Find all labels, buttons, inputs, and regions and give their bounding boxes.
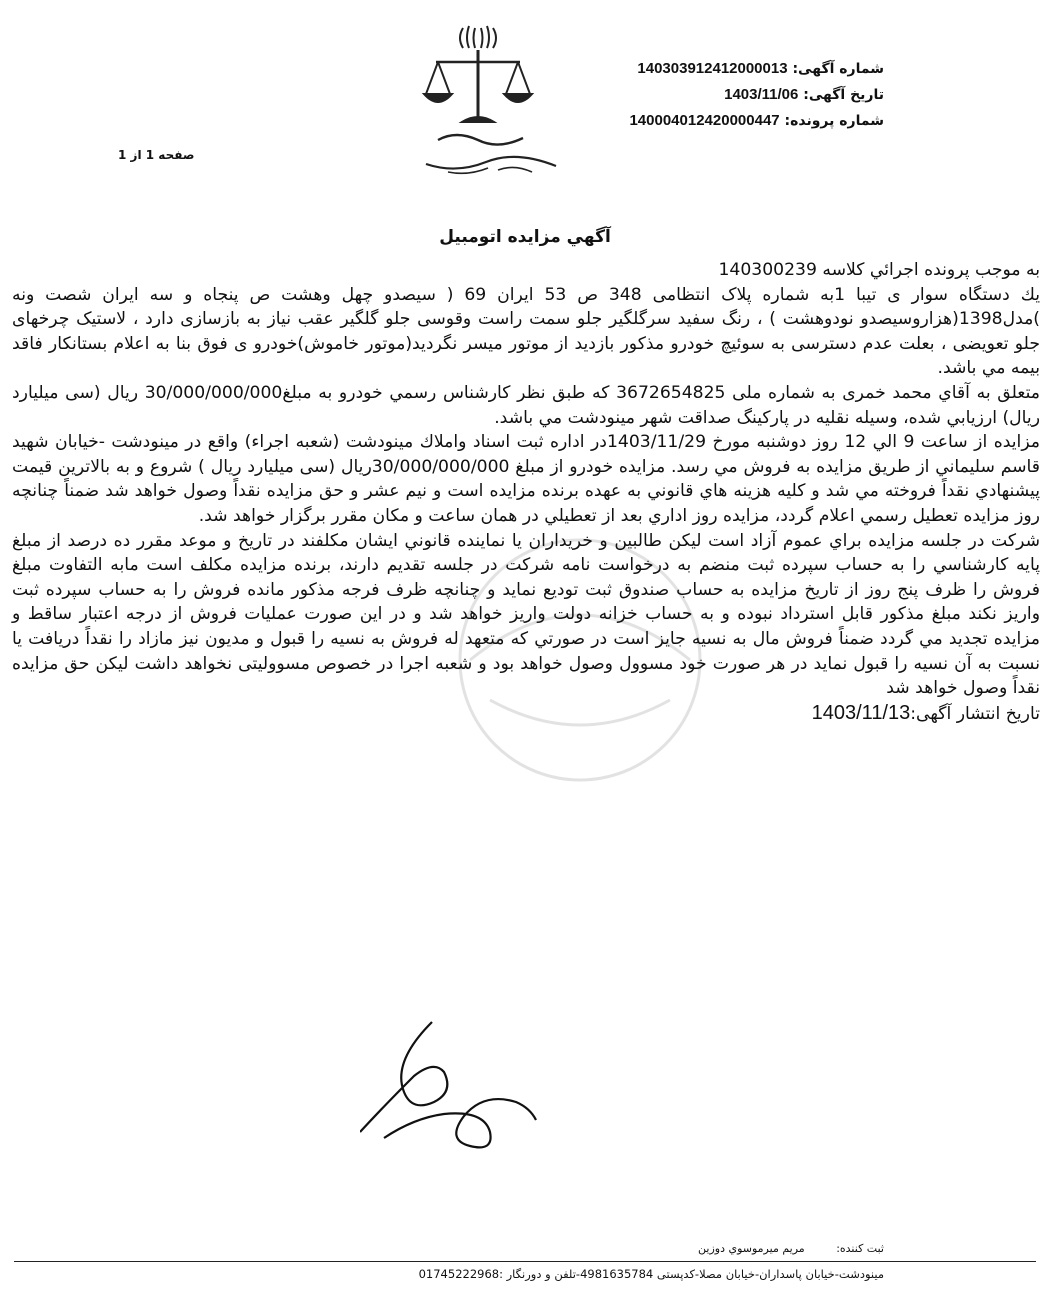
notice-number: 140303912412000013 bbox=[637, 60, 788, 77]
case-number: 140004012420000447 bbox=[629, 112, 780, 129]
judiciary-emblem-logo bbox=[418, 22, 568, 182]
office-address: مینودشت-خیابان پاسداران-خیابان مصلا-کدپستی 4981635784-تلفن و دورنگار :01745222968 bbox=[418, 1267, 884, 1281]
registrar-label: ثبت كننده: bbox=[836, 1242, 884, 1255]
publish-date-label: تاريخ انتشار آگهی: bbox=[910, 703, 1040, 724]
notice-date: 1403/11/06 bbox=[724, 86, 799, 103]
notice-meta bbox=[629, 56, 884, 134]
case-number-label: شماره پرونده: bbox=[784, 113, 884, 129]
publish-date: 1403/11/13 bbox=[811, 701, 911, 724]
notice-body bbox=[12, 258, 1040, 726]
paragraph-case: به موجب پرونده اجرائي كلاسه 140300239 bbox=[718, 260, 1040, 280]
publish-date-line bbox=[12, 701, 1040, 727]
handwritten-signature bbox=[360, 1020, 540, 1150]
case-number-row bbox=[629, 108, 884, 134]
paragraph-vehicle: يك دستگاه سوار ی تیبا 1به شماره پلاک انتظامی 348 ص 53 ایران 69 ( سیصدو چهل وهشت ص پنجاه و سه ایران شصت ونه )مدل1398(هزاروسیصدو نودوهشت ) ، رنگ سفيد سرگلگير جلو سمت راست وقوسی جلو گلگير عقب نياز به بازسازی دارد ، لاستيک چرخهای جلو تعويضی ، بعلت عدم دسترسی به سوئيچ خودرو مذكور بازديد از موتور ميسر نگرديد(موتور خاموش)خودرو ی فوق بنا به اعلام بستانكار فاقد بيمه مي باشد. bbox=[12, 284, 1040, 379]
footer-divider bbox=[14, 1261, 1036, 1262]
registrar-line bbox=[698, 1242, 884, 1255]
paragraph-conditions: شركت در جلسه مزايده براي عموم آزاد است ليكن طالبين و خريداران يا نماينده قانوني ايشان مكلفند در تاريخ و موعد مقرر ده درصد از مبلغ پايه كارشناسي را به حساب سپرده ثبت منضم به درخواست نامه شركت در جلسه تقديم دارند، برنده مزايده مكلف است مابه التفاوت مبلغ فروش را ظرف پنج روز از تاريخ مزايده به حساب صندوق ثبت توديع نمايد و چنانچه ظرف فرجه مذكور مانده فروش را به حساب سپرده ثبت واريز نكند مبلغ مذكور قابل استرداد نبوده و به حساب خزانه دولت واريز خواهد شد و در اين صورت عمليات فروش از درجه اعتبار ساقط و مزايده تجديد مي گردد ضمناً فروش مال به نسيه جايز است در صورتي كه متعهد له فروش به نسيه را قبول و مديون نيز مازاد را نقداً دريافت يا نسبت به آن نسيه را قبول نمايد در هر صورت خود مسوول وصول خواهد بود و شعبه اجرا در خصوص مسووليتی نخواهد داشت ليكن حق مزايده نقداً وصول خواهد شد bbox=[12, 530, 1040, 699]
notice-title: آگهي مزايده اتومبيل bbox=[439, 227, 611, 247]
registrar-name: مريم ميرموسوي دوزين bbox=[698, 1242, 805, 1255]
paragraph-auction-time: مزايده از ساعت 9 الي 12 روز دوشنبه مورخ 1403/11/29در اداره ثبت اسناد واملاك مينودشت (شعبه اجراء) واقع در مينودشت -خيابان شهيد قاسم سليماني از طريق مزايده به فروش مي رسد. مزايده خودرو از مبلغ 30/000/000/000ريال (سی ميليارد ريال ) شروع و به بالاترين قيمت پيشنهادي نقداً فروخته مي شد و كليه هزينه هاي قانوني به عهده برنده مزايده است و نيم عشر و حق مزايده نقداً وصول خواهد شد ضمناً چنانچه روز مزايده تعطيل رسمي اعلام گردد، مزايده روز اداري بعد از تعطيلي در همان ساعت و مكان مقرر برگزار خواهد شد. bbox=[12, 432, 1041, 526]
paragraph-owner: متعلق به آقاي محمد خمری به شماره ملی 3672654825 كه طبق نظر كارشناس رسمي خودرو به مبلغ30/000/000/000 ريال (سی ميليارد ريال) ارزيابي شده، وسيله نقليه در پاركينگ صداقت شهر مينودشت مي باشد. bbox=[12, 382, 1040, 428]
notice-number-row bbox=[629, 56, 884, 82]
page-indicator: صفحه 1 از 1 bbox=[118, 148, 195, 162]
notice-date-row bbox=[629, 82, 884, 108]
notice-date-label: تاریخ آگهی: bbox=[803, 87, 884, 103]
footer bbox=[0, 1240, 1050, 1301]
notice-number-label: شماره آگهی: bbox=[792, 61, 884, 77]
